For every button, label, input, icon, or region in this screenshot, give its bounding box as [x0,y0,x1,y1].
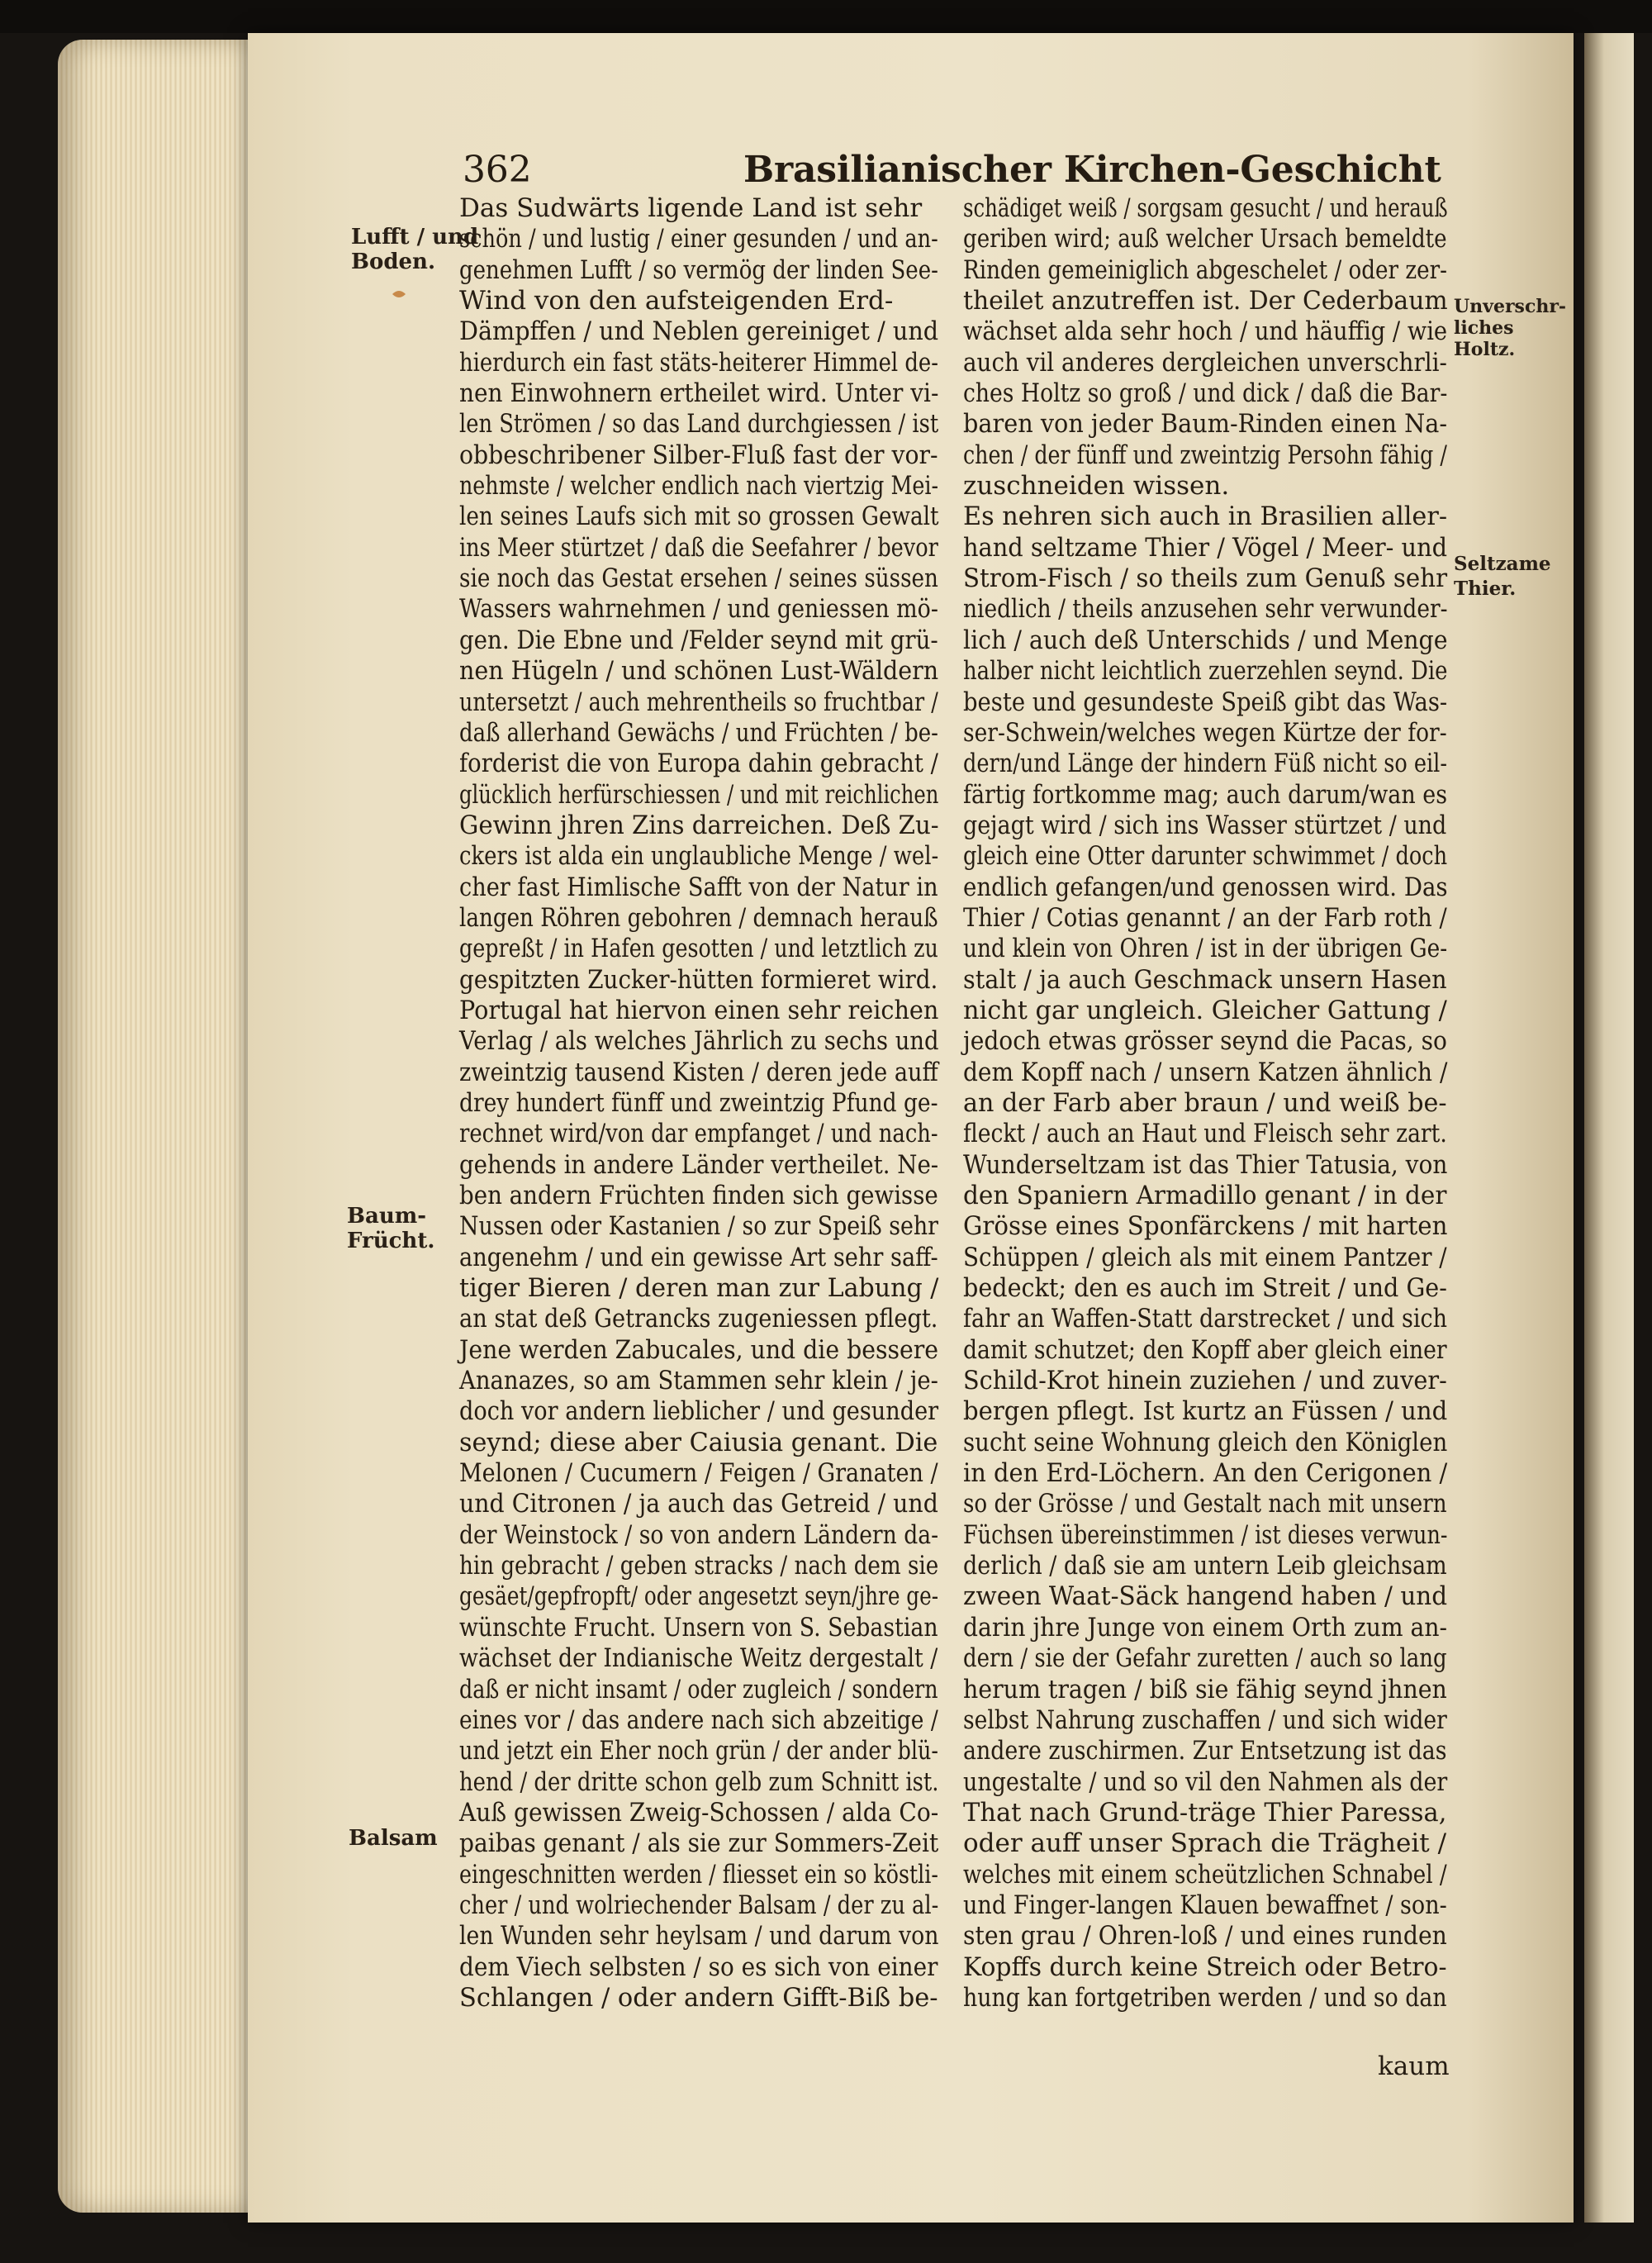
text-line: Schlangen / oder andern Gifft-Biß be- [459,1982,938,2013]
text-line: Strom-Fisch / so theils zum Genuß sehr [963,563,1448,594]
margin-note-line: Thier. [1454,578,1517,600]
text-line: hierdurch ein fast stäts-heiterer Himmel de- [459,347,938,378]
text-line: ches Holtz so groß / und dick / daß die Bar- [963,378,1448,409]
text-line: der Weinstock / so von andern Ländern da- [459,1519,939,1550]
text-line: schädiget weiß / sorgsam gesucht / und herauß [963,193,1448,223]
text-line: dern/und Länge der hindern Füß nicht so eil- [963,749,1447,779]
text-line: zween Waat-Säck hangend haben / und [963,1581,1448,1612]
text-line: schön / und lustig / einer gesunden / und an- [459,224,938,254]
text-line: wünschte Frucht. Unsern von S. Sebastian [459,1612,938,1643]
text-line: den Spaniern Armadillo genant / in der [963,1181,1447,1210]
text-line: an der Farb aber braun / und weiß be- [963,1087,1447,1118]
text-line: wächset der Indianische Weitz dergestalt / [459,1643,938,1674]
text-line: theilet anzutreffen ist. Der Cederbaum [963,286,1448,316]
text-line: gespitzten Zucker-hütten formieret wird. [459,964,938,995]
right-text-column [963,193,1447,2013]
text-line: geriben wird; auß welcher Ursach bemeldte [963,224,1447,254]
text-line: genehmen Lufft / so vermög der linden See- [459,254,938,285]
text-line: Thier / Cotias genannt / an der Farb roth / [963,902,1447,933]
text-line: gesäet/gepfropft/ oder angesetzt seyn/jhre ge- [459,1581,939,1612]
text-line: niedlich / theils anzusehen sehr verwunder- [963,594,1448,625]
text-line: nicht gar ungleich. Gleicher Gattung / [963,995,1447,1025]
text-line: len Wunden sehr heylsam / und darum von [459,1921,939,1952]
margin-note-line: Lufft / und [351,225,479,250]
scan-background-top [0,0,1652,33]
text-line: darin jhre Junge von einem Orth zum an- [963,1612,1448,1643]
text-line: That nach Grund-träge Thier Paressa, [963,1797,1447,1828]
text-line: Nussen oder Kastanien / so zur Speiß sehr [459,1211,939,1242]
text-line: Schild-Krot hinein zuziehen / und zuver- [963,1366,1447,1396]
margin-note-line: Seltzame [1454,553,1551,575]
text-line: len Strömen / so das Land durchgiessen / ist [459,409,939,440]
text-line: Wind von den aufsteigenden Erd- [459,286,894,316]
text-line: Das Sudwärts ligende Land ist sehr [459,193,923,223]
text-line: dem Kopff nach / unsern Katzen ähnlich / [963,1057,1448,1087]
text-line: gepreßt / in Hafen gesotten / und letztlich zu [459,934,938,964]
text-line: eingeschnitten werden / fliesset ein so köstli- [459,1859,938,1890]
text-line: zuschneiden wissen. [963,471,1230,502]
text-line: Portugal hat hiervon einen sehr reichen [459,995,939,1025]
text-line: obbeschribener Silber-Fluß fast der vor- [459,440,938,470]
text-line: baren von jeder Baum-Rinden einen Na- [963,409,1448,440]
text-line: daß er nicht insamt / oder zugleich / sondern [459,1674,938,1704]
text-line: an stat deß Getrancks zugeniessen pflegt. [459,1304,938,1334]
margin-note-balsam [349,1826,438,1851]
margin-note-holtz [1454,296,1566,360]
margin-note-line: Balsam [349,1826,438,1851]
text-line: ckers ist alda ein unglaubliche Menge / wel- [459,841,939,872]
text-line: ins Meer stürtzet / daß die Seefahrer / bevor [459,532,938,563]
text-line: len seines Laufs sich mit so grossen Gewalt [459,502,939,532]
text-line: untersetzt / auch mehrentheils so fruchtbar / [459,687,938,717]
margin-note-line: Frücht. [347,1229,435,1253]
text-line: und Finger-langen Klauen bewaffnet / son- [963,1890,1447,1920]
text-line: derlich / daß sie am untern Leib gleichsam [963,1551,1447,1581]
text-line: andere zuschirmen. Zur Entsetzung ist das [963,1736,1447,1766]
text-line: damit schutzet; den Kopff aber gleich einer [963,1334,1447,1365]
text-line: Schüppen / gleich als mit einem Pantzer / [963,1242,1447,1272]
margin-note-line: Baum- [347,1204,427,1229]
margin-note-line: Holtz. [1454,339,1516,360]
page-number: 362 [463,149,532,191]
margin-note-baum [347,1204,434,1253]
text-line: fahr an Waffen-Statt darstrecket / und sich [963,1304,1448,1334]
text-line: beste und gesundeste Speiß gibt das Was- [963,687,1448,717]
text-line: ser-Schwein/welches wegen Kürtze der for- [963,717,1447,748]
text-line: Ananazes, so am Stammen sehr klein / je- [459,1366,938,1396]
margin-note-line: Unverschr- [1454,296,1567,317]
text-line: Jene werden Zabucales, und die bessere [459,1334,939,1365]
text-line: endlich gefangen/und genossen wird. Das [963,872,1448,902]
text-line: jedoch etwas grösser seynd die Pacas, so [963,1026,1447,1057]
text-line: halber nicht leichtlich zuerzehlen seynd. Die [963,656,1448,687]
text-line: cher / und wolriechender Balsam / der zu al- [459,1890,939,1920]
text-line: paibas genant / als sie zur Sommers-Zeit [459,1828,939,1859]
text-line: ben andern Früchten finden sich gewisse [459,1181,938,1210]
text-line: und Citronen / ja auch das Getreid / und [459,1489,938,1519]
text-line: Wassers wahrnehmen / und geniessen mö- [459,594,938,625]
text-line: färtig fortkomme mag; auch darum/wan es [963,779,1448,810]
text-line: selbst Nahrung zuschaffen / und sich wider [963,1704,1447,1735]
text-line: herum tragen / biß sie fähig seynd jhnen [963,1674,1447,1704]
left-text-column [459,193,938,2013]
text-line: Dämpffen / und Neblen gereiniget / und [459,316,939,347]
text-line: bedeckt; den es auch im Streit / und Ge- [963,1273,1447,1304]
margin-note-line: liches [1454,317,1514,339]
text-line: dem Viech selbsten / so es sich von einer [459,1952,938,1982]
text-line: langen Röhren gebohren / demnach herauß [459,902,938,933]
text-line: Rinden gemeiniglich abgeschelet / oder zer- [963,254,1447,285]
text-line: in den Erd-Löchern. An den Cerigonen / [963,1458,1448,1489]
text-line: lich / auch deß Unterschids / und Menge [963,625,1448,655]
text-line: nen Hügeln / und schönen Lust-Wäldern [459,656,939,687]
text-line: dern / sie der Gefahr zuretten / auch so lang [963,1643,1447,1674]
text-line: so der Grösse / und Gestalt nach mit unsern [963,1489,1447,1519]
text-line: Es nehren sich auch in Brasilien aller- [963,502,1448,532]
text-line: oder auff unser Sprach die Trägheit / [963,1828,1447,1859]
text-line: und klein von Ohren / ist in der übrigen Ge- [963,934,1448,964]
text-line: hung kan fortgetriben werden / und so dan [963,1982,1447,2013]
text-line: stalt / ja auch Geschmack unsern Hasen [963,964,1447,995]
text-line: forderist die von Europa dahin gebracht / [459,749,938,779]
text-line: gehends in andere Länder vertheilet. Ne- [459,1149,939,1180]
margin-note-thier [1454,552,1551,601]
text-line: Verlag / als welches Jährlich zu sechs und [459,1026,939,1057]
text-line: Füchsen übereinstimmen / ist dieses verwun- [963,1519,1448,1550]
text-line: Gewinn jhren Zins darreichen. Deß Zu- [459,810,939,840]
text-line: gejagt wird / sich ins Wasser stürtzet / und [963,810,1447,840]
text-line: welches mit einem scheützlichen Schnabel / [963,1859,1447,1890]
text-line: sten grau / Ohren-loß / und eines runden [963,1921,1447,1952]
text-line: daß allerhand Gewächs / und Früchten / be- [459,717,938,748]
text-line: seynd; diese aber Caiusia genant. Die [459,1427,938,1457]
text-line: doch vor andern lieblicher / und gesunder [459,1396,939,1427]
text-line: ungestalte / und so vil den Nahmen als der [963,1766,1448,1797]
text-line: nen Einwohnern ertheilet wird. Unter vi- [459,378,939,409]
text-line: hend / der dritte schon gelb zum Schnitt ist. [459,1766,939,1797]
text-line: chen / der fünff und zweintzig Persohn fähig / [963,440,1447,470]
catchword: kaum [1378,2051,1450,2081]
running-head: Brasilianischer Kirchen-Geschicht [743,149,1441,191]
text-line: rechnet wird/von dar empfanget / und nach- [459,1119,938,1149]
ornament-mark [391,288,407,301]
text-line: gen. Die Ebne und /Felder seynd mit grü- [459,625,938,655]
text-line: angenehm / und ein gewisse Art sehr saff- [459,1242,938,1272]
margin-note-line: Boden. [351,250,435,274]
text-line: Grösse eines Sponfärckens / mit harten [963,1211,1448,1242]
text-line: Melonen / Cucumern / Feigen / Granaten / [459,1458,938,1489]
text-line: hin gebracht / geben stracks / nach dem sie [459,1551,939,1581]
bleed-through-mark [450,2094,459,2128]
text-line: eines vor / das andere nach sich abzeitige / [459,1704,938,1735]
text-line: nehmste / welcher endlich nach viertzig Mei- [459,471,939,502]
text-line: zweintzig tausend Kisten / deren jede auff [459,1057,938,1087]
text-line: cher fast Himlische Safft von der Natur in [459,872,938,902]
text-line: Auß gewissen Zweig-Schossen / alda Co- [459,1797,939,1828]
text-line: glücklich herfürschiessen / und mit reichlichen [459,779,939,810]
text-line: und jetzt ein Eher noch grün / der ander blü- [459,1736,938,1766]
page-edges [58,40,256,2213]
text-line: Wunderseltzam ist das Thier Tatusia, von [963,1149,1448,1180]
text-line: Kopffs durch keine Streich oder Betro- [963,1952,1447,1982]
text-line: tiger Bieren / deren man zur Labung / [459,1273,939,1304]
text-line: bergen pflegt. Ist kurtz an Füssen / und [963,1396,1448,1427]
facing-page-edge [1584,33,1634,2223]
text-line: gleich eine Otter darunter schwimmet / doch [963,841,1448,872]
text-line: wächset alda sehr hoch / und häuffig / wie [963,316,1448,347]
text-line: sucht seine Wohnung gleich den Königlen [963,1427,1448,1457]
text-line: sie noch das Gestat ersehen / seines süssen [459,563,938,594]
text-line: drey hundert fünff und zweintzig Pfund ge- [459,1087,938,1118]
text-line: auch vil anderes dergleichen unverschrli- [963,347,1447,378]
text-line: hand seltzame Thier / Vögel / Meer- und [963,532,1448,563]
text-line: fleckt / auch an Haut und Fleisch sehr zart. [963,1119,1447,1149]
